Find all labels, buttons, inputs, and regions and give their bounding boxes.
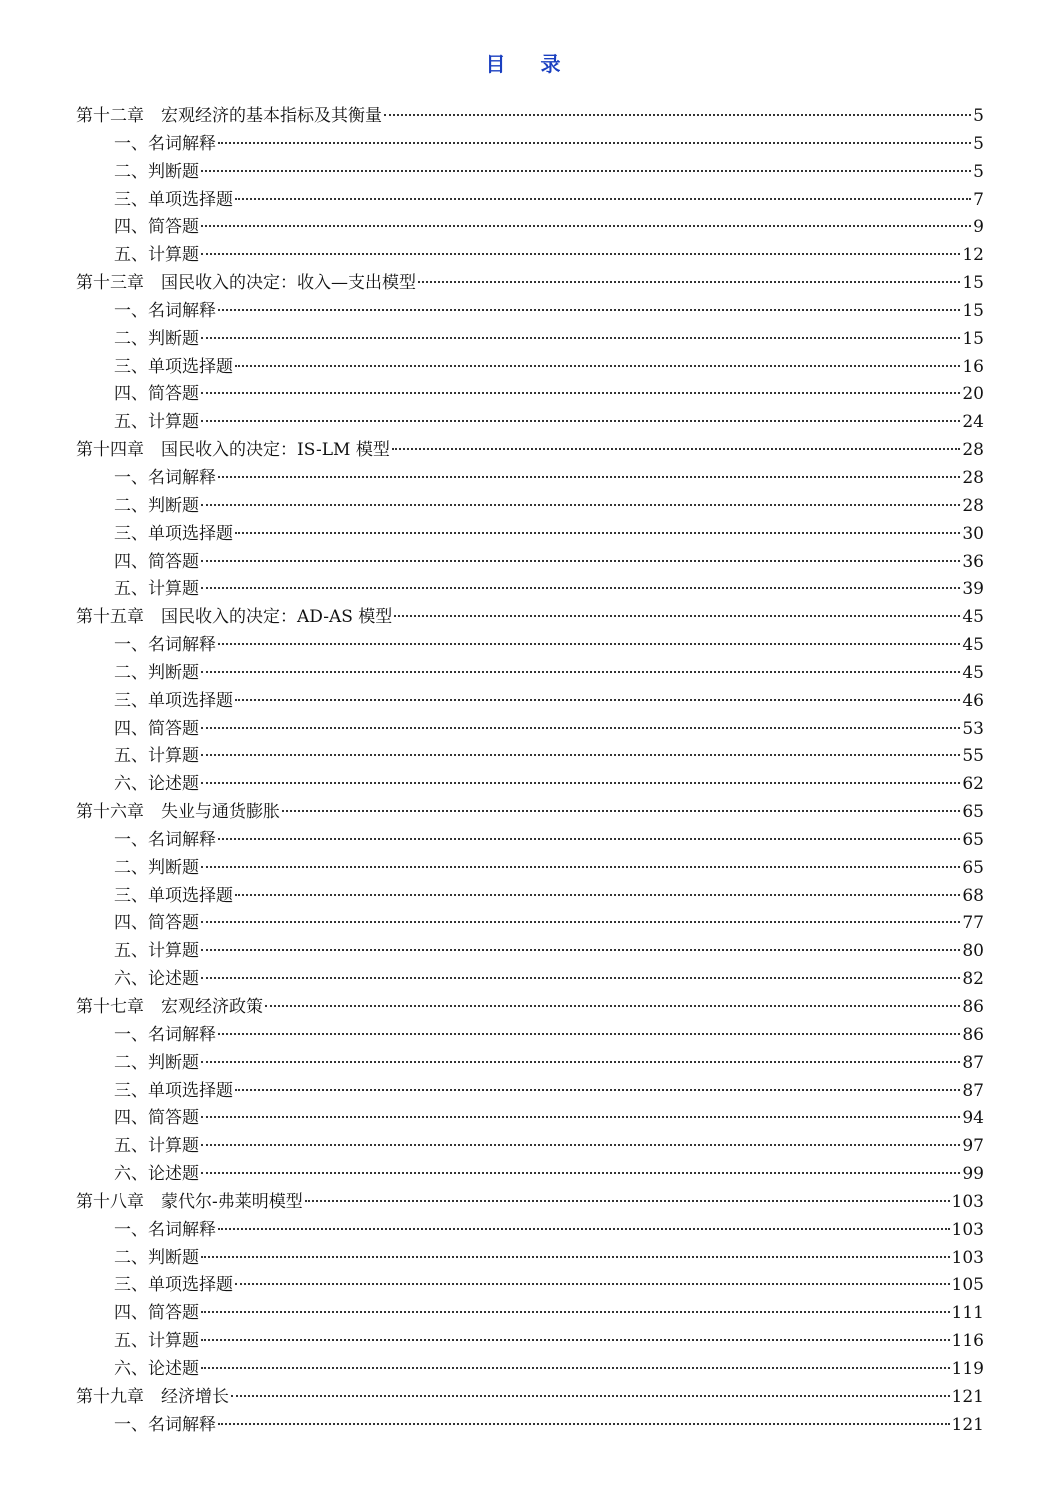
toc-entry-title: 五、计算题 (114, 1136, 199, 1157)
toc-entry-title: 六、论述题 (114, 1358, 199, 1379)
toc-page-number: 55 (962, 746, 984, 767)
toc-section-entry[interactable] (0, 1245, 1060, 1273)
toc-page-number: 80 (962, 941, 984, 962)
toc-dot-leader (265, 1005, 960, 1007)
toc-dot-leader (235, 1283, 950, 1285)
toc-entry-title: 五、计算题 (114, 1331, 199, 1352)
toc-entry-title: 第十四章 国民收入的决定：IS-LM 模型 (76, 440, 390, 461)
toc-section-entry[interactable] (0, 883, 1060, 911)
toc-entry-title: 三、单项选择题 (114, 523, 233, 544)
toc-dot-leader (201, 587, 960, 589)
toc-entry-title: 二、判断题 (114, 328, 199, 349)
toc-page-number: 45 (962, 662, 984, 683)
toc-section-entry[interactable] (0, 1078, 1060, 1106)
toc-dot-leader (235, 699, 960, 701)
toc-page-number: 5 (973, 161, 984, 182)
toc-section-entry[interactable] (0, 1412, 1060, 1440)
toc-page-number: 30 (962, 523, 984, 544)
toc-dot-leader (218, 643, 960, 645)
toc-entry-title: 六、论述题 (114, 774, 199, 795)
toc-page-number: 119 (951, 1358, 984, 1379)
toc-page-number: 15 (962, 300, 984, 321)
toc-section-entry[interactable] (0, 966, 1060, 994)
toc-section-entry[interactable] (0, 576, 1060, 604)
toc-page-number: 5 (973, 106, 984, 126)
toc-entry-title: 四、简答题 (114, 384, 199, 405)
toc-section-entry[interactable] (0, 855, 1060, 883)
toc-page-number: 116 (951, 1331, 984, 1352)
toc-page-number: 86 (962, 1024, 984, 1045)
toc-entry-title: 五、计算题 (114, 746, 199, 767)
toc-section-entry[interactable] (0, 938, 1060, 966)
toc-section-entry[interactable] (0, 159, 1060, 187)
toc-page-number: 86 (962, 997, 984, 1017)
toc-section-entry[interactable] (0, 242, 1060, 270)
toc-dot-leader (201, 337, 960, 339)
toc-section-entry[interactable] (0, 354, 1060, 382)
toc-entry-title: 五、计算题 (114, 245, 199, 266)
toc-dot-leader (201, 420, 960, 422)
toc-section-entry[interactable] (0, 1105, 1060, 1133)
toc-page-number: 87 (962, 1052, 984, 1073)
toc-entry-title: 四、简答题 (114, 1108, 199, 1129)
toc-section-entry[interactable] (0, 549, 1060, 577)
toc-page-number: 103 (951, 1219, 984, 1240)
toc-dot-leader (218, 1423, 950, 1425)
toc-section-entry[interactable] (0, 827, 1060, 855)
toc-page-number: 65 (962, 829, 984, 850)
toc-section-entry[interactable] (0, 521, 1060, 549)
toc-dot-leader (235, 198, 971, 200)
toc-entry-title: 四、简答题 (114, 1303, 199, 1324)
toc-section-entry[interactable] (0, 1133, 1060, 1161)
toc-dot-leader (392, 448, 961, 450)
toc-section-entry[interactable] (0, 660, 1060, 688)
toc-page-number: 68 (962, 885, 984, 906)
toc-dot-leader (418, 281, 960, 283)
toc-page-number: 65 (962, 857, 984, 878)
toc-dot-leader (201, 1367, 950, 1369)
toc-page-number: 62 (962, 774, 984, 795)
toc-entry-title: 二、判断题 (114, 161, 199, 182)
toc-section-entry[interactable] (0, 326, 1060, 354)
toc-section-entry[interactable] (0, 688, 1060, 716)
toc-dot-leader (218, 309, 960, 311)
toc-page-number: 15 (962, 273, 984, 294)
toc-entry-title: 一、名词解释 (114, 467, 216, 488)
toc-page-number: 94 (962, 1108, 984, 1129)
toc-dot-leader (201, 671, 960, 673)
toc-page-number: 9 (973, 217, 984, 238)
toc-entry-title: 二、判断题 (114, 1052, 199, 1073)
toc-section-entry[interactable] (0, 381, 1060, 409)
toc-dot-leader (201, 1339, 950, 1341)
toc-page-number: 77 (962, 913, 984, 934)
toc-entry-title: 四、简答题 (114, 718, 199, 739)
toc-page-number: 53 (962, 718, 984, 739)
toc-entry-title: 第十九章 经济增长 (76, 1386, 229, 1407)
toc-page-number: 16 (962, 356, 984, 377)
toc-dot-leader (218, 142, 971, 144)
toc-page-number: 36 (962, 551, 984, 572)
toc-entry-title: 一、名词解释 (114, 829, 216, 850)
toc-dot-leader (394, 615, 960, 617)
toc-dot-leader (235, 365, 960, 367)
toc-entry-title: 三、单项选择题 (114, 189, 233, 210)
toc-page-number: 45 (962, 635, 984, 656)
toc-section-entry[interactable] (0, 771, 1060, 799)
toc-dot-leader (201, 1172, 960, 1174)
toc-page-number: 103 (951, 1191, 984, 1212)
toc-section-entry[interactable] (0, 131, 1060, 159)
toc-entry-title: 六、论述题 (114, 1164, 199, 1185)
toc-entry-title: 三、单项选择题 (114, 356, 233, 377)
toc-dot-leader (235, 1089, 960, 1091)
toc-dot-leader (218, 1228, 950, 1230)
toc-chapter-entry[interactable] (0, 270, 1060, 298)
toc-entry-title: 三、单项选择题 (114, 1080, 233, 1101)
toc-page-number: 5 (973, 133, 984, 154)
toc-entry-title: 三、单项选择题 (114, 690, 233, 711)
toc-page-number: 7 (973, 189, 984, 210)
toc-dot-leader (201, 977, 960, 979)
toc-page-number: 121 (951, 1414, 984, 1435)
toc-dot-leader (235, 532, 960, 534)
toc-section-entry[interactable] (0, 1272, 1060, 1300)
toc-page-number: 15 (962, 328, 984, 349)
toc-page-number: 87 (962, 1080, 984, 1101)
toc-page-number: 121 (951, 1386, 984, 1407)
toc-dot-leader (201, 392, 960, 394)
toc-entry-title: 第十二章 宏观经济的基本指标及其衡量 (76, 106, 382, 126)
toc-section-entry[interactable] (0, 1328, 1060, 1356)
toc-dot-leader (201, 1116, 960, 1118)
toc-dot-leader (235, 894, 960, 896)
toc-page-number: 28 (962, 440, 984, 461)
toc-entry-title: 五、计算题 (114, 941, 199, 962)
toc-dot-leader (201, 1144, 960, 1146)
toc-section-entry[interactable] (0, 910, 1060, 938)
toc-entry-title: 二、判断题 (114, 1247, 199, 1268)
toc-page-number: 99 (962, 1164, 984, 1185)
toc-title: 目 录 (485, 52, 575, 76)
toc-page-number: 82 (962, 969, 984, 990)
toc-chapter-entry[interactable] (0, 103, 1060, 131)
toc-entry-title: 一、名词解释 (114, 1414, 216, 1435)
toc-dot-leader (201, 1311, 950, 1313)
toc-dot-leader (201, 727, 960, 729)
toc-dot-leader (201, 754, 960, 756)
toc-dot-leader (384, 114, 971, 116)
toc-chapter-entry[interactable] (0, 1189, 1060, 1217)
toc-entry-title: 三、单项选择题 (114, 1275, 233, 1296)
toc-section-entry[interactable] (0, 187, 1060, 215)
toc-page-number: 103 (951, 1247, 984, 1268)
toc-page-number: 24 (962, 412, 984, 433)
toc-chapter-entry[interactable] (0, 994, 1060, 1022)
toc-entry-title: 一、名词解释 (114, 1219, 216, 1240)
toc-section-entry[interactable] (0, 409, 1060, 437)
toc-entry-title: 第十八章 蒙代尔-弗莱明模型 (76, 1191, 303, 1212)
toc-section-entry[interactable] (0, 716, 1060, 744)
toc-dot-leader (218, 838, 960, 840)
toc-section-entry[interactable] (0, 493, 1060, 521)
toc-chapter-entry[interactable] (0, 437, 1060, 465)
toc-dot-leader (201, 866, 960, 868)
toc-section-entry[interactable] (0, 1300, 1060, 1328)
toc-chapter-entry[interactable] (0, 799, 1060, 827)
toc-page-number: 12 (962, 245, 984, 266)
toc-section-entry[interactable] (0, 1050, 1060, 1078)
toc-page-number: 105 (951, 1275, 984, 1296)
toc-dot-leader (201, 170, 971, 172)
toc-section-entry[interactable] (0, 465, 1060, 493)
toc-entry-title: 三、单项选择题 (114, 885, 233, 906)
toc-dot-leader (201, 1256, 950, 1258)
toc-dot-leader (201, 1061, 960, 1063)
toc-section-entry[interactable] (0, 743, 1060, 771)
toc-entry-title: 一、名词解释 (114, 1024, 216, 1045)
toc-section-entry[interactable] (0, 1356, 1060, 1384)
toc-dot-leader (201, 921, 960, 923)
toc-page-number: 45 (962, 607, 984, 628)
toc-entry-title: 一、名词解释 (114, 635, 216, 656)
toc-dot-leader (201, 225, 971, 227)
toc-section-entry[interactable] (0, 1022, 1060, 1050)
toc-page-number: 111 (951, 1303, 984, 1324)
toc-entry-title: 四、简答题 (114, 913, 199, 934)
toc-dot-leader (201, 253, 960, 255)
toc-entry-title: 第十六章 失业与通货膨胀 (76, 802, 280, 823)
toc-page-number: 39 (962, 579, 984, 600)
toc-entry-title: 五、计算题 (114, 412, 199, 433)
toc-dot-leader (201, 560, 960, 562)
toc-entry-title: 第十七章 宏观经济政策 (76, 997, 263, 1017)
toc-chapter-entry[interactable] (0, 1384, 1060, 1412)
toc-page-number: 28 (962, 495, 984, 516)
table-of-contents (0, 103, 1060, 1440)
toc-entry-title: 二、判断题 (114, 857, 199, 878)
toc-entry-title: 第十五章 国民收入的决定：AD-AS 模型 (76, 607, 393, 628)
toc-page-number: 65 (962, 802, 984, 823)
toc-dot-leader (201, 782, 960, 784)
toc-section-entry[interactable] (0, 1161, 1060, 1189)
toc-entry-title: 四、简答题 (114, 217, 199, 238)
toc-page-number: 46 (962, 690, 984, 711)
toc-dot-leader (201, 504, 960, 506)
toc-entry-title: 六、论述题 (114, 969, 199, 990)
toc-section-entry[interactable] (0, 1217, 1060, 1245)
toc-entry-title: 一、名词解释 (114, 300, 216, 321)
toc-dot-leader (218, 1033, 960, 1035)
toc-dot-leader (305, 1200, 950, 1202)
toc-page-number: 20 (962, 384, 984, 405)
toc-section-entry[interactable] (0, 298, 1060, 326)
toc-entry-title: 二、判断题 (114, 662, 199, 683)
toc-section-entry[interactable] (0, 632, 1060, 660)
toc-entry-title: 五、计算题 (114, 579, 199, 600)
toc-dot-leader (218, 476, 960, 478)
toc-entry-title: 一、名词解释 (114, 133, 216, 154)
toc-dot-leader (231, 1395, 950, 1397)
toc-chapter-entry[interactable] (0, 604, 1060, 632)
toc-section-entry[interactable] (0, 214, 1060, 242)
toc-page-number: 28 (962, 467, 984, 488)
toc-dot-leader (201, 949, 960, 951)
toc-dot-leader (282, 810, 960, 812)
toc-entry-title: 第十三章 国民收入的决定：收入—支出模型 (76, 273, 416, 294)
toc-page-number: 97 (962, 1136, 984, 1157)
toc-entry-title: 二、判断题 (114, 495, 199, 516)
toc-entry-title: 四、简答题 (114, 551, 199, 572)
